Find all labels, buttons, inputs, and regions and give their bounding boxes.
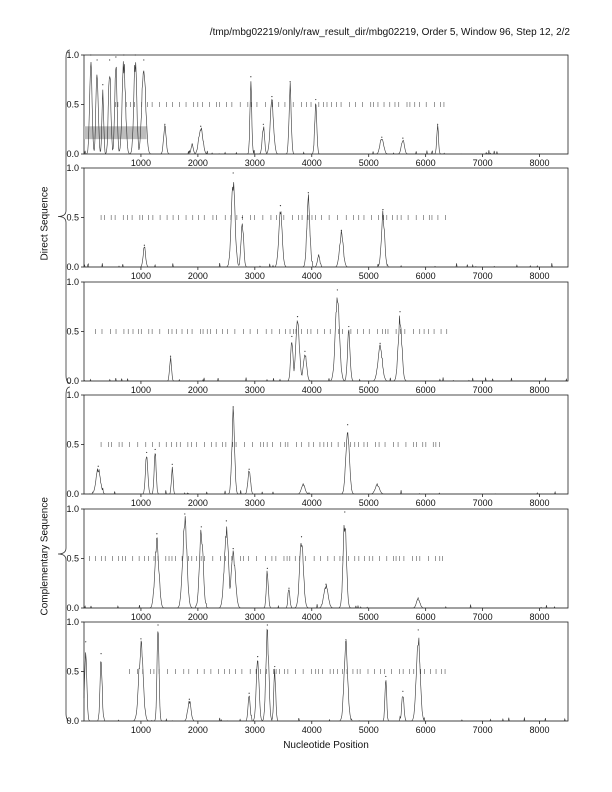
x-tick-label: 6000 [415,725,436,735]
peak-point [344,511,345,512]
peak-point [301,536,302,537]
peak-point [249,693,250,694]
run-title: /tmp/mbg02219/only/raw_result_dir/mbg02219, Order 5, Window 96, Step 12, 2/2 [209,27,570,38]
peak-point [303,484,304,485]
peak-point [140,638,141,639]
peak-point [109,59,110,60]
peak-point [337,289,338,290]
x-tick-label: 8000 [529,612,550,622]
peak-point [377,484,378,485]
peak-point [189,699,190,700]
peak-point [418,598,419,599]
x-tick-label: 3000 [244,385,265,395]
x-tick-label: 2000 [187,612,208,622]
y-tick-label: 1.0 [66,504,79,514]
signal-line [84,630,568,722]
y-tick-label: 0.0 [66,262,79,272]
y-tick-label: 0.0 [66,716,79,726]
peak-point [96,59,97,60]
x-tick-label: 2000 [187,725,208,735]
peak-point [249,469,250,470]
x-tick-label: 5000 [358,158,379,168]
peak-point [341,230,342,231]
x-tick-label: 1000 [130,385,151,395]
x-tick-label: 5000 [358,271,379,281]
y-tick-label: 0.5 [66,326,79,337]
peak-point [304,351,305,352]
x-axis-label: Nucleotide Position [283,740,369,751]
x-tick-label: 3000 [244,498,265,508]
peak-point [288,588,289,589]
signal-line [84,407,568,494]
peak-point [184,513,185,514]
peak-point [233,406,234,407]
peak-point [267,624,268,625]
peak-point [201,526,202,527]
y-tick-label: 0.0 [66,149,79,159]
peak-point [382,209,383,210]
x-tick-label: 8000 [529,725,550,735]
plot-frame [84,282,568,381]
y-tick-label: 0.0 [66,603,79,613]
peak-point [192,144,193,145]
peak-point [157,624,158,625]
peak-point [274,666,275,667]
peak-point [123,54,124,55]
y-tick-label: 0.5 [66,212,79,223]
peak-point [156,533,157,534]
peak-point [85,641,86,642]
peak-point [257,656,258,657]
peak-point [271,96,272,97]
peak-point [347,424,348,425]
x-tick-label: 8000 [529,158,550,168]
y-tick-label: 0.5 [66,439,79,450]
plot-frame [84,509,568,608]
x-tick-label: 1000 [130,725,151,735]
peak-point [164,124,165,125]
peak-point [399,311,400,312]
x-tick-label: 7000 [472,271,493,281]
peak-point [144,245,145,246]
x-tick-label: 7000 [472,498,493,508]
peak-point [315,99,316,100]
peak-point [345,639,346,640]
peak-point [170,356,171,357]
x-tick-label: 2000 [187,385,208,395]
peak-point [242,217,243,218]
x-tick-label: 2000 [187,498,208,508]
peak-point [100,653,101,654]
x-tick-label: 7000 [472,158,493,168]
y-tick-label: 1.0 [66,277,79,287]
x-tick-label: 7000 [472,612,493,622]
x-tick-label: 3000 [244,725,265,735]
x-tick-label: 4000 [301,385,322,395]
signal-line [84,298,568,382]
peak-point [226,520,227,521]
x-tick-label: 4000 [301,498,322,508]
x-tick-label: 4000 [301,158,322,168]
peak-point [402,691,403,692]
y-tick-label: 1.0 [66,163,79,173]
y-tick-label: 1.0 [66,50,79,60]
peak-point [143,59,144,60]
x-tick-label: 1000 [130,612,151,622]
peak-point [98,466,99,467]
highlight-region [84,126,147,139]
y-tick-label: 0.0 [66,489,79,499]
peak-point [90,54,91,55]
x-tick-label: 6000 [415,385,436,395]
peak-point [233,172,234,173]
x-tick-label: 6000 [415,612,436,622]
peak-point [318,255,319,256]
x-tick-label: 3000 [244,158,265,168]
peak-point [418,629,419,630]
y-tick-label: 0.5 [66,99,79,110]
peak-point [267,568,268,569]
signal-line [84,61,568,154]
peak-point [381,137,382,138]
x-tick-label: 6000 [415,158,436,168]
y-tick-label: 0.0 [66,376,79,386]
x-tick-label: 1000 [130,158,151,168]
peak-point [325,584,326,585]
x-tick-label: 2000 [187,158,208,168]
y-tick-label: 0.5 [66,666,79,677]
x-tick-label: 8000 [529,271,550,281]
peak-point [250,76,251,77]
x-tick-label: 2000 [187,271,208,281]
complementary-sequence-label: Complementary Sequence [39,497,51,616]
y-tick-label: 0.5 [66,553,79,564]
peak-point [379,343,380,344]
x-tick-label: 3000 [244,271,265,281]
x-tick-label: 4000 [301,271,322,281]
peak-point [135,54,136,55]
direct-sequence-label: Direct Sequence [39,186,51,261]
peak-point [402,138,403,139]
peak-point [290,81,291,82]
signal-line [84,182,568,267]
x-tick-label: 5000 [358,385,379,395]
plot-frame [84,168,568,267]
peak-point [291,336,292,337]
peak-point [146,452,147,453]
x-tick-label: 5000 [358,612,379,622]
x-tick-label: 1000 [130,498,151,508]
plot-frame [84,55,568,154]
x-tick-label: 7000 [472,385,493,395]
x-tick-label: 7000 [472,725,493,735]
peak-point [280,205,281,206]
x-tick-label: 1000 [130,271,151,281]
y-tick-label: 1.0 [66,390,79,400]
peak-point [308,192,309,193]
peak-point [115,56,116,57]
peak-point [263,124,264,125]
x-tick-label: 5000 [358,498,379,508]
x-tick-label: 5000 [358,725,379,735]
peak-point [102,84,103,85]
peak-point [348,326,349,327]
peak-point [200,126,201,127]
x-tick-label: 4000 [301,612,322,622]
x-tick-label: 4000 [301,725,322,735]
peak-point [385,676,386,677]
signal-line [84,516,568,608]
y-tick-label: 1.0 [66,617,79,627]
peak-point [437,124,438,125]
peak-point [297,316,298,317]
x-tick-label: 6000 [415,498,436,508]
peak-point [155,449,156,450]
x-tick-label: 8000 [529,498,550,508]
x-tick-label: 6000 [415,271,436,281]
x-tick-label: 3000 [244,612,265,622]
x-tick-label: 8000 [529,385,550,395]
peak-point [172,464,173,465]
peak-point [233,548,234,549]
